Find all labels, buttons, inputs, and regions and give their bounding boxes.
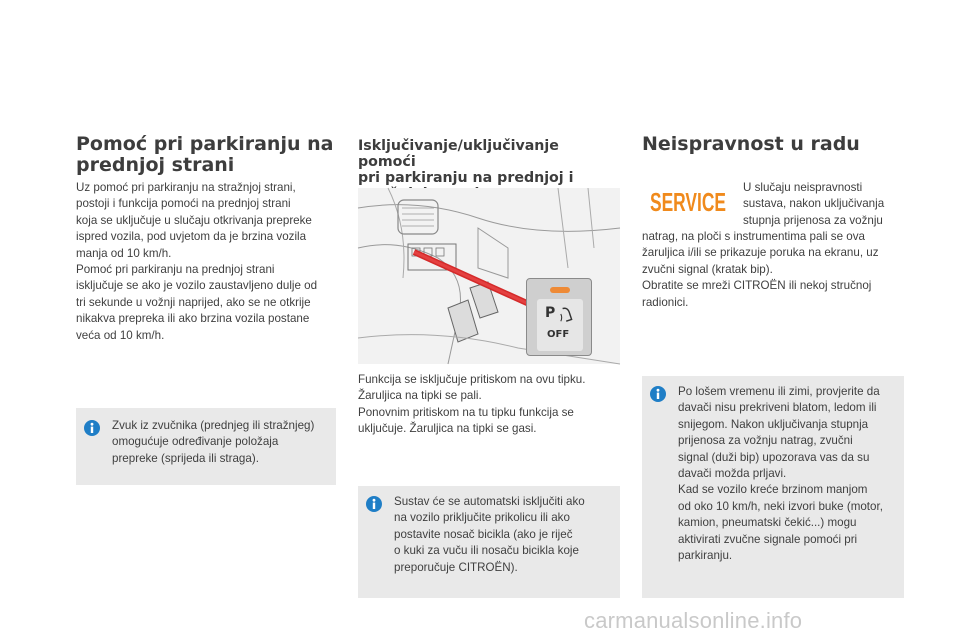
info-icon [84,420,100,436]
info-icon [650,386,666,402]
title-line: prednjoj strani [76,154,235,176]
off-label: OFF [547,329,570,340]
title-line: Pomoć pri parkiranju na [76,133,334,155]
malfunction-description: natrag, na ploči s instrumentima pali se ova žaruljica i/ili se prikazuje poruka na ekranu, uz zvučni signal (kratak bip). Obratite se mreži CITROËN ili nekoj stručnoj radionici. [642,230,879,309]
malfunction-description-indented: U slučaju neispravnosti sustava, nakon uključivanja stupnja prijenosa za vožnju [743,181,885,227]
section-title-front-park-assist [76,134,346,176]
title-line: pri parkiranju na prednjoj i [358,170,574,186]
service-warning-icon [648,186,728,216]
info-box-trailer [358,486,620,598]
service-label: SERVICE [650,187,726,217]
info-text-speaker: Zvuk iz zvučnika (prednjeg ili stražnjeg) omogućuje određivanje položaja prepreke (sprijeda ili straga). [112,419,315,465]
info-text-weather: Po lošem vremenu ili zimi, provjerite da davači nisu prekriveni blatom, ledom ili snijegom. Nakon uključivanja stupnja prijenosa za vožnju natrag, zvučni signal (duži bip) upozorava vas da su davači možda prljavi. Kad se vozilo kreće brzinom manjom od oko 10 km/h, neki izvori buke (motor, kamion, pneumatski čekić...) mogu aktivirati zvučne signale pomoći pri parkiranju. [678,385,883,563]
dashboard-illustration [358,188,620,364]
disable-enable-description: Funkcija se isključuje pritiskom na ovu tipku. Žaruljica na tipki se pali. Ponovnim pritiskom na tu tipku funkcija se uključuje. Žaruljica na tipki se gasi. [358,373,586,436]
section-title-malfunction: Neispravnost u radu [642,133,860,155]
info-box-weather [642,376,904,598]
info-box-speaker [76,408,336,485]
site-watermark: carmanualsonline.info [584,608,803,633]
info-text-trailer: Sustav će se automatski isključiti ako na vozilo priključite prikolicu ili ako postavite nosač bicikla (ako je riječ o kuki za vuču ili nosaču bicikla koje preporučuje CITROËN). [394,495,585,574]
info-icon [366,496,382,512]
parking-symbol: P [545,305,556,321]
title-line: Isključivanje/uključivanje pomoći [358,138,559,170]
parking-sensor-icon [559,305,577,323]
park-assist-off-button[interactable] [526,278,592,356]
button-face [537,299,583,351]
button-led [550,287,570,293]
front-park-assist-description: Uz pomoć pri parkiranju na stražnjoj strani, postoji i funkcija pomoći na prednjoj strani koja se uključuje u slučaju otkrivanja prepreke ispred vozila, pod uvjetom da je brzina vozila manja od 10 km/h. Pomoć pri parkiranju na prednjoj strani isključuje se ako je vozilo zaustavljeno dulje od tri sekunde u vožnji naprijed, ako se ne otkrije nikakva prepreka ili ako brzina vozila postane veća od 10 km/h. [76,181,318,342]
